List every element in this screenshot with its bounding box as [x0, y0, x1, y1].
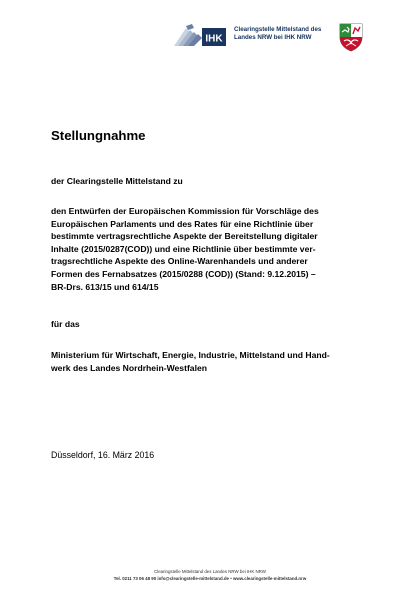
subject-line: den Entwürfen der Europäischen Kommission für Vorschläge des — [51, 206, 319, 216]
clearingstelle-label-line2: Landes NRW bei IHK NRW — [234, 34, 312, 41]
subject-line: BR-Drs. 613/15 und 614/15 — [51, 281, 159, 292]
document-title: Stellungnahme — [51, 128, 146, 143]
recipient-paragraph — [51, 349, 330, 374]
recipient-line: Ministerium für Wirtschaft, Energie, Industrie, Mittelstand und Hand- — [51, 350, 330, 360]
footer — [0, 568, 420, 582]
recipient-line: werk des Landes Nordrhein-Westfalen — [51, 362, 208, 373]
header — [172, 22, 400, 52]
clearingstelle-label — [234, 26, 342, 42]
ihk-eagle-icon — [172, 22, 227, 50]
nrw-coat-of-arms-icon — [338, 22, 364, 52]
subject-line: Europäischen Parlaments und des Rates für eine Richtlinie über — [51, 218, 314, 229]
ihk-logo-text: IHK — [205, 33, 223, 45]
footer-organization: Clearingstelle Mittelstand des Landes NRW bei IHK NRW — [154, 569, 266, 574]
fuer-das-line: für das — [51, 319, 80, 329]
footer-contact: Tel. 0211 73 06 48 90 info@clearingstelle-mittelstand.de • www.clearingstelle-mittelstand.nrw — [113, 576, 307, 581]
subject-line: tragsrechtliche Aspekte des Online-Warenhandels und anderer — [51, 256, 308, 267]
ihk-logo — [172, 22, 227, 50]
nrw-logo — [338, 22, 364, 52]
subject-line: bestimmte vertragsrechtliche Aspekte der Bereitstellung digitaler — [51, 231, 318, 242]
place-date: Düsseldorf, 16. März 2016 — [51, 450, 155, 460]
clearingstelle-label-line1: Clearingstelle Mittelstand des — [234, 26, 322, 33]
clearingstelle-line: der Clearingstelle Mittelstand zu — [51, 176, 183, 186]
subject-line: Formen des Fernabsatzes (2015/0288 (COD)) (Stand: 9.12.2015) – — [51, 268, 316, 279]
subject-paragraph — [51, 205, 319, 293]
subject-line: Inhalte (2015/0287(COD)) und eine Richtlinie über bestimmte ver- — [51, 243, 316, 254]
